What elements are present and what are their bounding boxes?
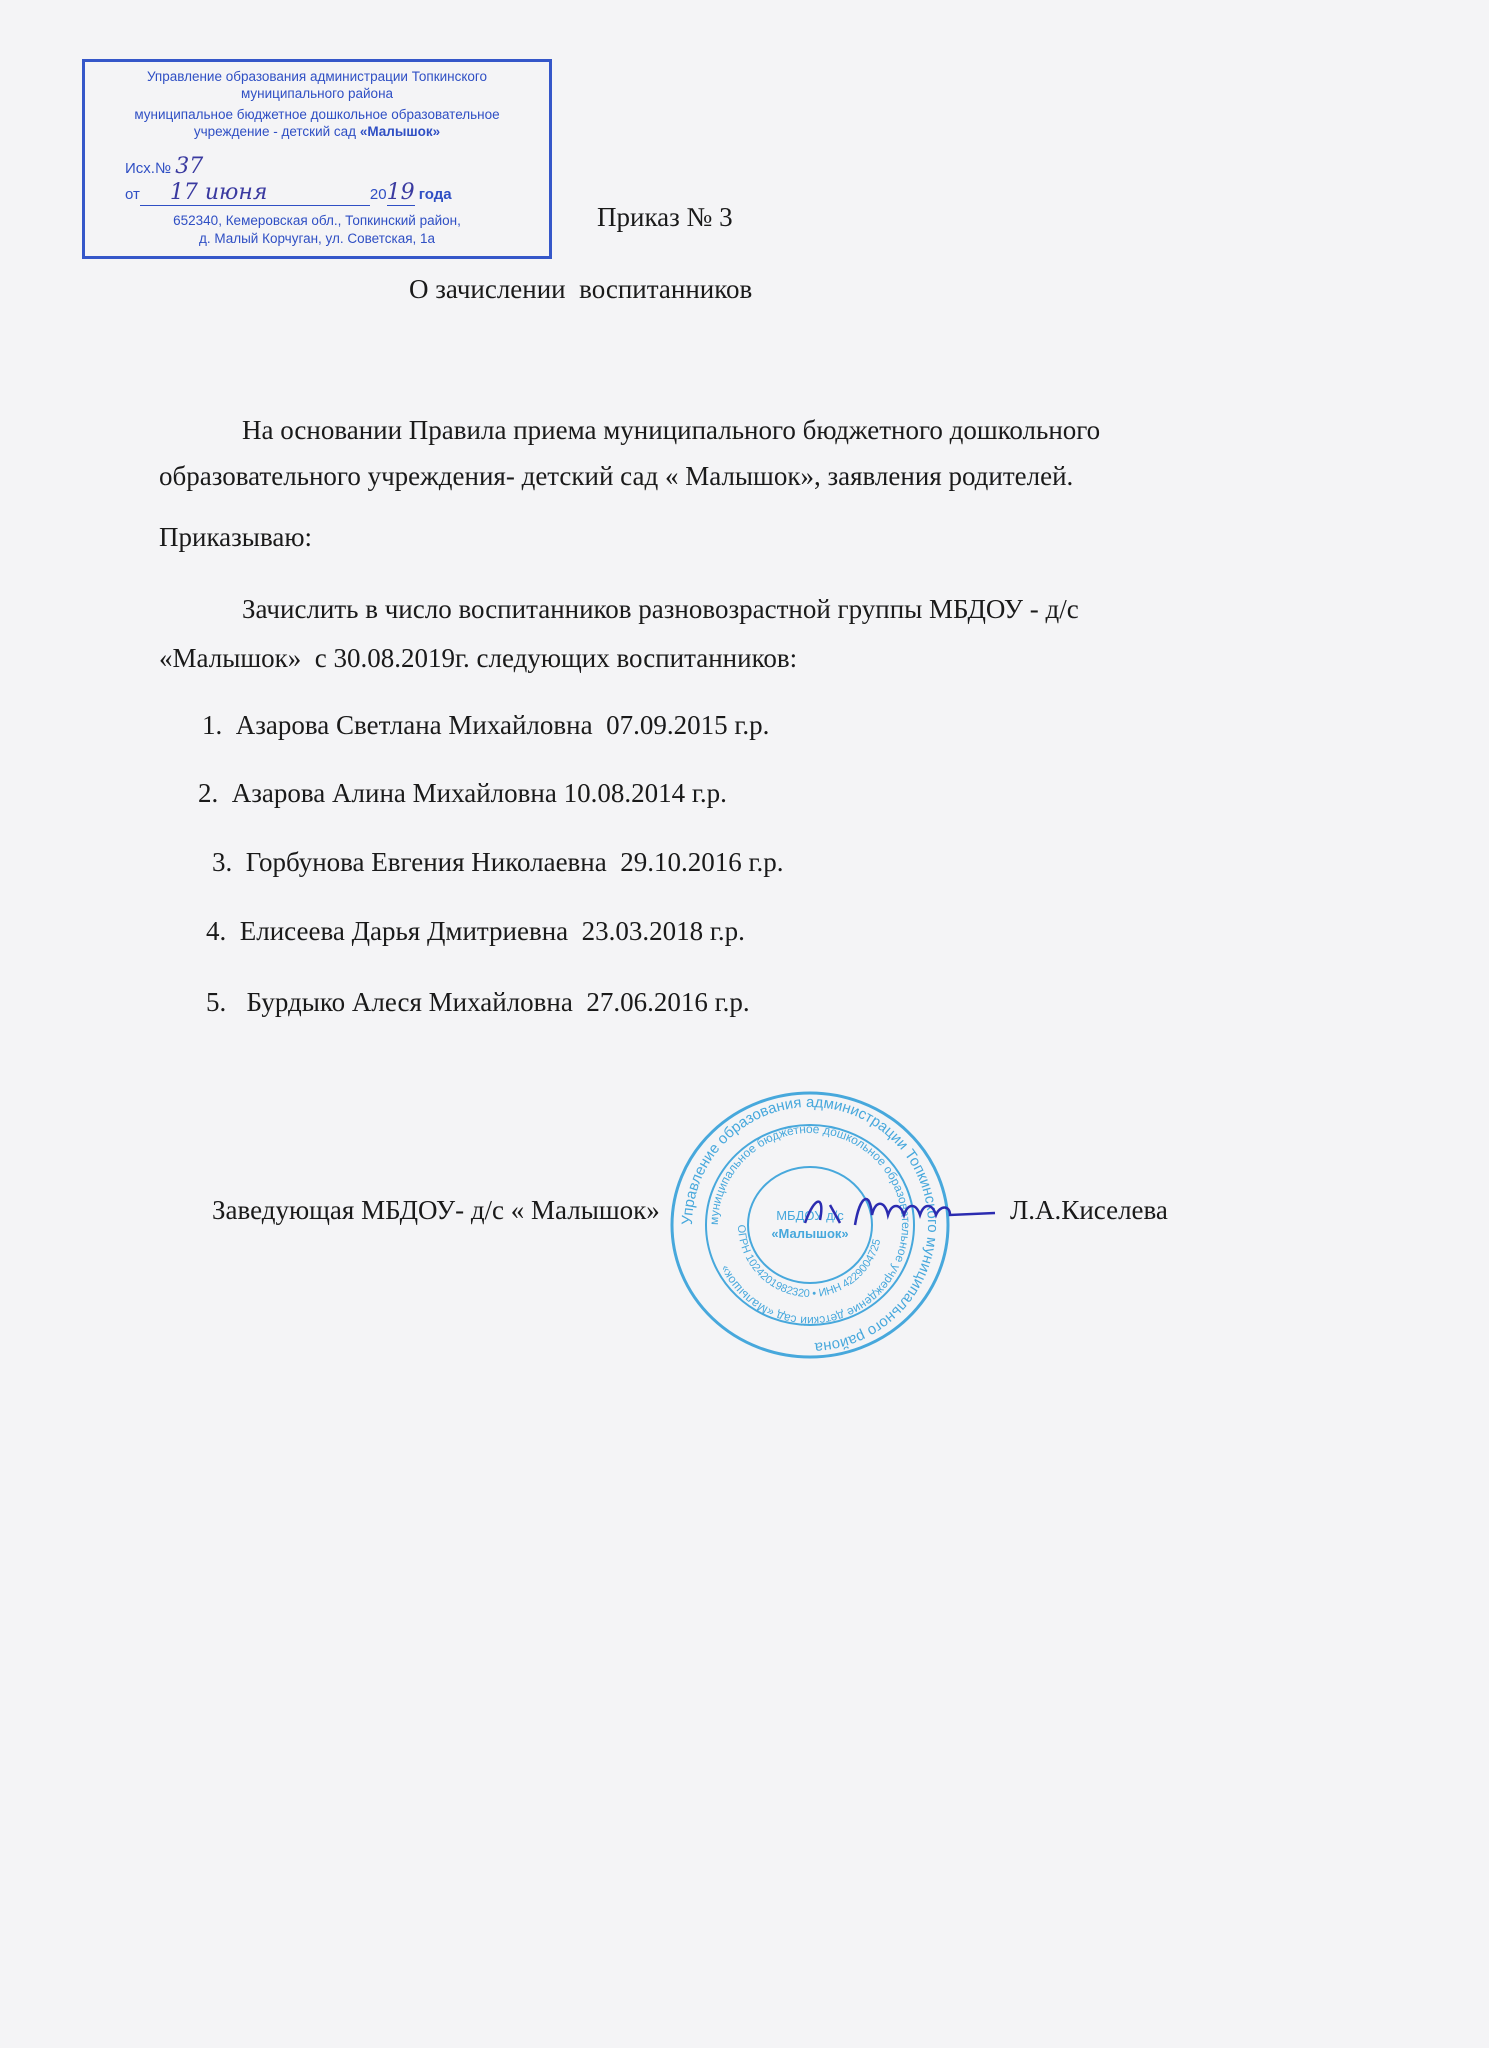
seal-outer-text: Управление образования администрации Топкинского муниципального района — [678, 1093, 942, 1356]
pupil-item: 4. Елисеева Дарья Дмитриевна 23.03.2018 г.р. — [206, 916, 745, 946]
stamp-line — [85, 123, 549, 140]
stamp-line: муниципальное бюджетное дошкольное образовательное — [134, 107, 500, 122]
stamp-text: учреждение - детский сад — [193, 124, 360, 139]
pupil-item: 3. Горбунова Евгения Николаевна 29.10.2016 г.р. — [212, 847, 784, 877]
document-subtitle: О зачислении воспитанников — [409, 274, 753, 304]
signatory-name: Л.А.Киселева — [1010, 1195, 1168, 1225]
out-no-label: Исх.№ — [125, 160, 172, 177]
year-suffix: года — [418, 186, 452, 203]
order-word: Приказываю: — [159, 522, 312, 552]
seal-center-1: МБДОУ д/с — [776, 1208, 844, 1223]
paragraph-line: образовательного учреждения- детский сад « Малышок», заявления родителей. — [159, 461, 1074, 491]
stamp-line: муниципального района — [240, 86, 394, 101]
date-label: от — [125, 186, 140, 203]
paragraph-line: Зачислить в число воспитанников разновозрастной группы МБДОУ - д/с — [242, 594, 1079, 624]
seal-inner-text: муниципальное бюджетное дошкольное образовательное учреждение детский сад «Малышок» — [706, 1121, 914, 1329]
pupil-item: 1. Азарова Светлана Михайловна 07.09.2015 г.р. — [202, 710, 770, 740]
stamp-address: 652340, Кемеровская обл., Топкинский район, — [173, 213, 461, 228]
year-value: 19 — [386, 180, 415, 205]
stamp-name: «Малышок» — [359, 124, 441, 139]
pupil-item: 2. Азарова Алина Михайловна 10.08.2014 г.р. — [198, 778, 727, 808]
paragraph-line: На основании Правила приема муниципального бюджетного дошкольного — [242, 415, 1101, 445]
signatory-position: Заведующая МБДОУ- д/с « Малышок» — [212, 1195, 660, 1225]
date-value: 17 июня — [169, 180, 268, 205]
date-row — [125, 180, 525, 206]
registration-stamp — [82, 59, 552, 259]
pupil-item: 5. Бурдыко Алеся Михайловна 27.06.2016 г.р. — [206, 987, 750, 1017]
year-prefix: 20 — [369, 186, 387, 203]
seal-ids-text: ОГРН 1024201982320 • ИНН 4229004725 — [734, 1224, 884, 1301]
handwritten-signature — [800, 1185, 1000, 1235]
stamp-line: Управление образования администрации Топкинского — [146, 69, 488, 84]
paragraph-line: «Малышок» с 30.08.2019г. следующих воспитанников: — [159, 643, 798, 673]
document-title: Приказ № 3 — [597, 202, 733, 232]
seal-center-2: «Малышок» — [771, 1226, 849, 1241]
stamp-address: д. Малый Корчуган, ул. Советская, 1а — [198, 231, 436, 246]
out-no-value: 37 — [175, 154, 204, 179]
outgoing-number — [125, 154, 203, 179]
